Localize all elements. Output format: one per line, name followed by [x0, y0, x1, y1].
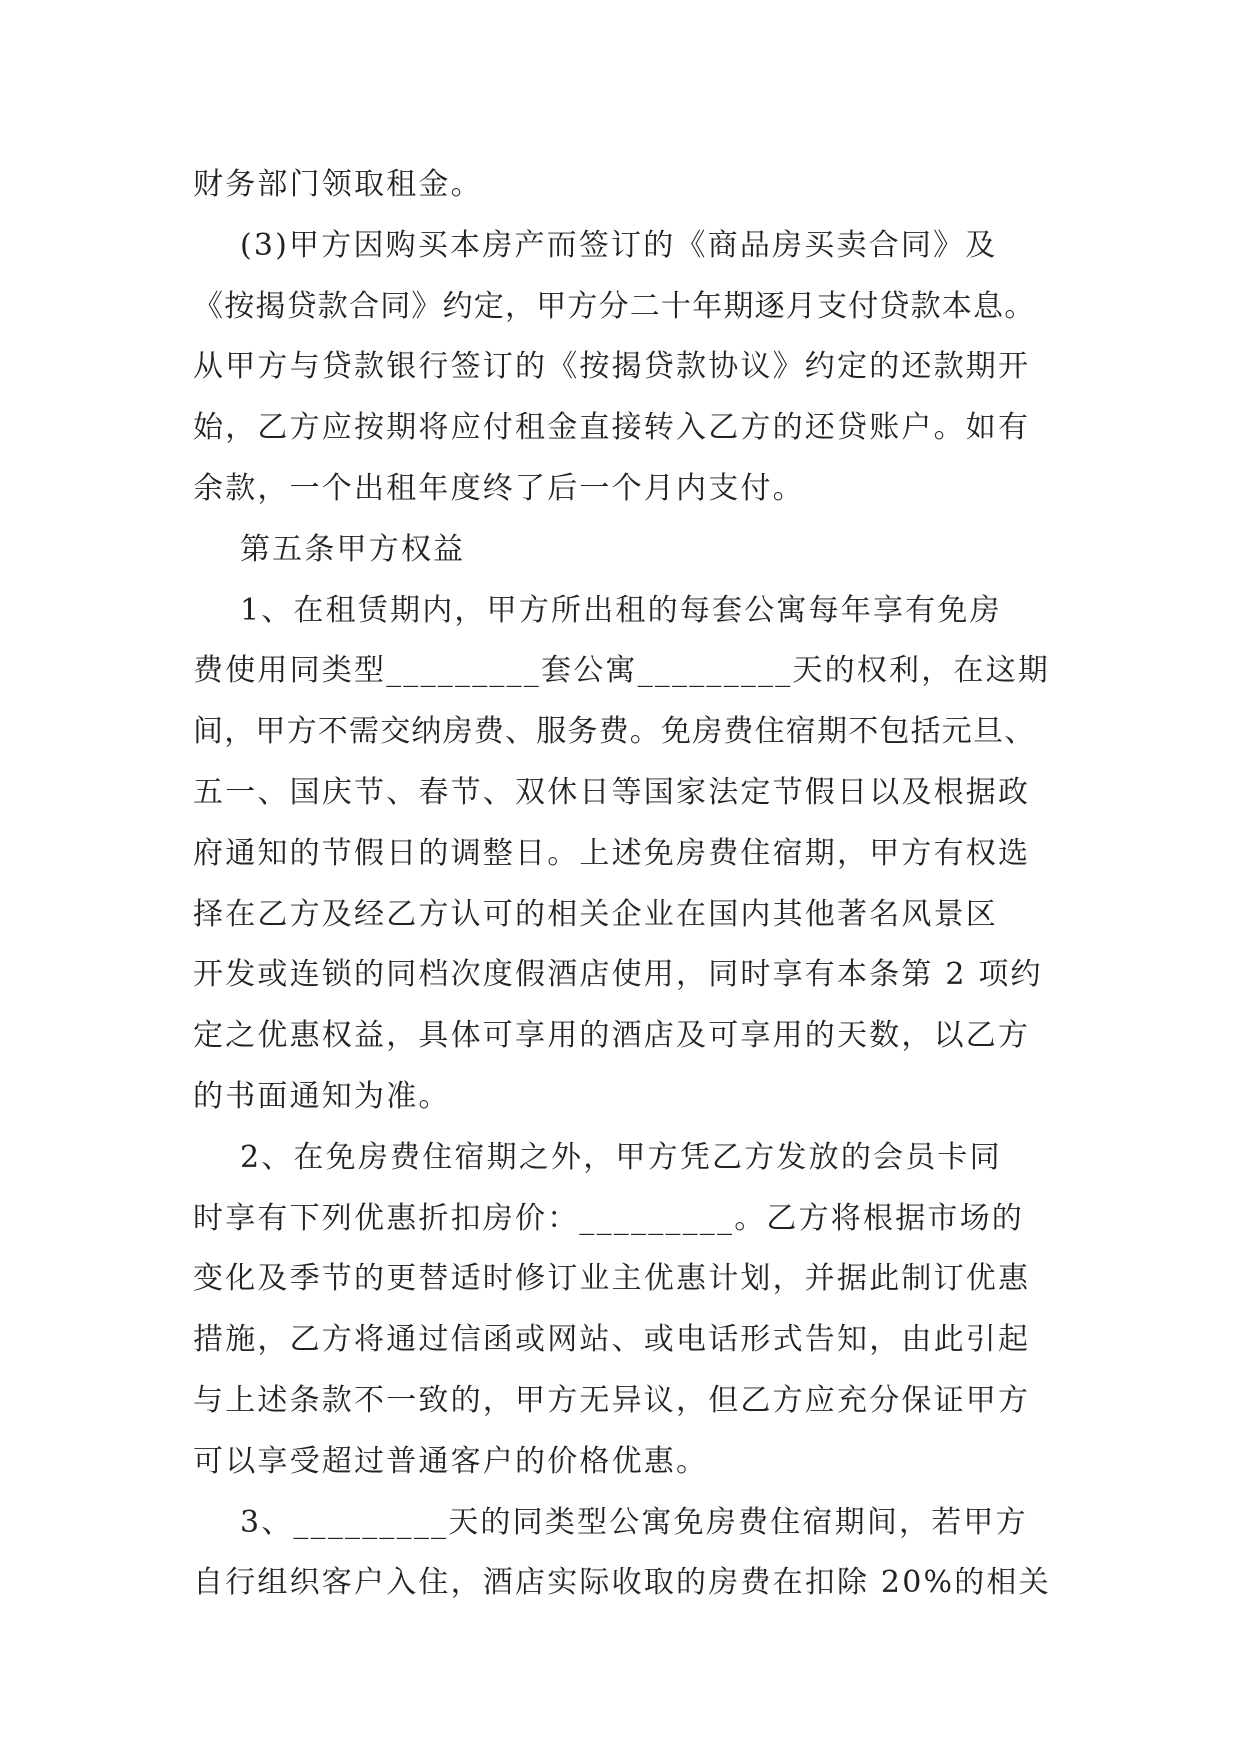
text-line: 开发或连锁的同档次度假酒店使用，同时享有本条第 2 项约	[193, 957, 1043, 993]
text-line: (3)甲方因购买本房产而签订的《商品房买卖合同》及	[193, 227, 998, 263]
text-line: 府通知的节假日的调整日。上述免房费住宿期，甲方有权选	[193, 835, 1031, 871]
contract-text	[193, 155, 1055, 1614]
text-line: 《按揭贷款合同》约定，甲方分二十年期逐月支付贷款本息。	[193, 288, 1036, 324]
text-line: 定之优惠权益，具体可享用的酒店及可享用的天数，以乙方	[193, 1018, 1031, 1054]
text-line: 财务部门领取租金。	[193, 167, 483, 202]
text-line: 可以享受超过普通客户的价格优惠。	[193, 1443, 709, 1479]
text-line: 自行组织客户入住，酒店实际收取的房费在扣除 20%的相关	[193, 1565, 1051, 1601]
text-line: 变化及季节的更替适时修订业主优惠计划，并据此制订优惠	[193, 1261, 1031, 1297]
text-line: 2、在免房费住宿期之外，甲方凭乙方发放的会员卡同	[193, 1139, 1002, 1175]
text-line: 1、在租赁期内，甲方所出租的每套公寓每年享有免房	[193, 592, 1002, 628]
text-line: 间，甲方不需交纳房费、服务费。免房费住宿期不包括元旦、	[193, 714, 1036, 750]
text-line: 的书面通知为准。	[193, 1078, 451, 1114]
text-line: 始，乙方应按期将应付租金直接转入乙方的还贷账户。如有	[193, 410, 1031, 446]
text-line: 择在乙方及经乙方认可的相关企业在国内其他著名风景区	[193, 896, 998, 932]
text-line: 与上述条款不一致的，甲方无异议，但乙方应充分保证甲方	[193, 1382, 1031, 1418]
text-line: 时享有下列优惠折扣房价：_________。乙方将根据市场的	[193, 1200, 1024, 1236]
text-line: 费使用同类型_________套公寓_________天的权利，在这期	[193, 653, 1050, 689]
text-line: 措施，乙方将通过信函或网站、或电话形式告知，由此引起	[193, 1322, 1031, 1358]
text-line: 五一、国庆节、春节、双休日等国家法定节假日以及根据政	[193, 774, 1031, 810]
text-line: 3、_________天的同类型公寓免房费住宿期间，若甲方	[193, 1504, 1028, 1540]
text-line: 余款，一个出租年度终了后一个月内支付。	[193, 470, 805, 506]
text-line: 从甲方与贷款银行签订的《按揭贷款协议》约定的还款期开	[193, 349, 1031, 385]
section-heading: 第五条甲方权益	[193, 531, 466, 567]
